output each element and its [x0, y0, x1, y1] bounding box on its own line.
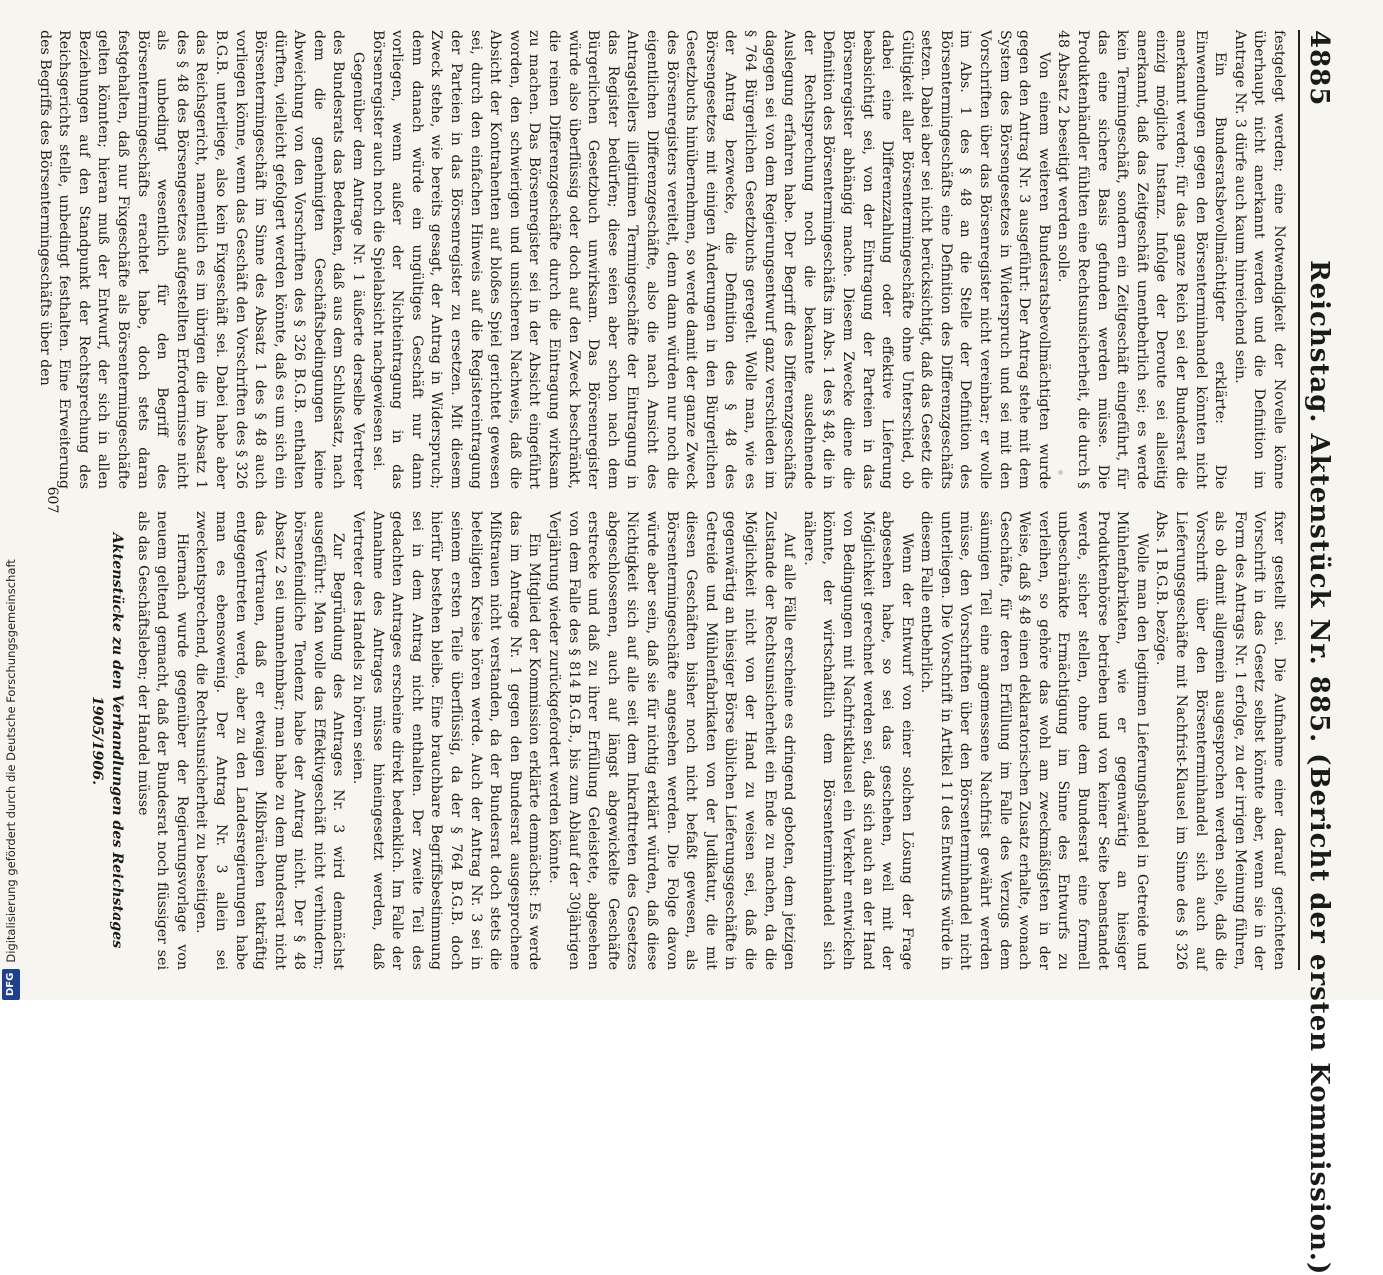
column-left	[36, 30, 1288, 489]
paragraph: Wenn der Entwurf von einer solchen Lösung der Frage abgesehen habe, so sei das geschehen, weil mit der Möglichkeit gerechnet werden sei, daß sich auch an der Hand von Bedingungen mit Nachfristklausel ein Verkehr entwickeln könnte, der wirtschaftlich dem Börsenterminhandel sich nähere.	[800, 511, 915, 970]
document-page	[36, 0, 1358, 1275]
paragraph: Wolle man den legitimen Lieferungshandel in Getreide und Mühlenfabrikaten, wie er gegenwärtig an hiesiger Produktenbörse betrieben und von keiner Seite beanstandet werde, sicher stellen, ohne dem Bundesrat eine formell unbeschränkte Ermächtigung im Sinne des Entwurfs zu verleihen, so gehöre das wohl am zweckmäßigsten in der Weise, daß § 48 einen deklaratorischen Zusatz erhalte, wonach Geschäfte, für deren Erfüllung im Falle des Verzugs dem säumigen Teil eine angemessene Nachfrist gewährt werden müsse, den Vorschriften über den Börsenterminhandel nicht unterliegen. Die Vorschrift in Artikel 1 I des Entwurfs würde in diesem Falle entbehrlich.	[918, 511, 1150, 970]
paragraph: Ein Bundesratsbevollmächtigter erklärte: Die Einwendungen gegen den Börsenterminhandel könnten nicht anerkannt werden; für das ganze Reich sei der Bundesrat die einzig mögliche Instanz. Infolge der Deroute sei allseitig anerkannt, daß das Zeitgeschäft unentbehrlich sei; es werde kein Termingeschäft, sondern ein Zeitgeschäft eingeführt, für das eine sichere Basis gefunden werden müsse. Die Produktenhändler fühlten eine Rechtsunsicherheit, die durch § 48 Absatz 2 beseitigt werden solle.	[1055, 30, 1229, 489]
paragraph: Auf alle Fälle erscheine es dringend geboten, dem jetzigen Zustande der Rechtsunsicherheit ein Ende zu machen, da die Möglichkeit nicht von der Hand zu weisen sei, daß die gegenwärtig an hiesiger Börse üblichen Lieferungsgeschäfte in Getreide und Mühlenfabrikaten von der Judikatur, die mit diesen Geschäften bisher noch nicht befaßt gewesen, als Börsentermingeschäfte angesehen werden. Die Folge davon würde aber sein, daß sie für nichtig erklärt würden, daß diese Nichtigkeit sich auf alle seit dem Inkrafttreten des Gesetzes abgeschlossenen, auch auf längst abgewickelte Geschäfte erstrecke und daß zu ihrer Erfüllung Geleistete, abgesehen von dem Falle des § 814 B.G.B., bis zum Ablauf der 30jährigen Verjährung wieder zurückgefordert werden könnte.	[546, 511, 798, 970]
credit-line	[2, 559, 20, 1000]
paragraph: Ein Mitglied der Kommission erklärte demnächst: Es werde das im Antrage Nr. 1 gegen den Bundesrat ausgesprochene Mißtrauen nicht verstanden, da der Bundesrat doch stets die beteiligten Kreise hören werde. Auch der Antrag Nr. 3 sei in seinem ersten Teile überflüssig, da der § 764 B.G.B. doch hierfür bestehen bleibe. Eine brauchbare Begriffsbestimmung sei in dem Antrag nicht enthalten. Der zweite Teil des gedachten Antrages erscheine direkt bedenklich. Im Falle der Annahme des Antrages müsse hineingesetzt werden, daß Vertreter des Handels zu hören seien.	[350, 511, 543, 970]
paragraph: fixer gestellt sei. Die Aufnahme einer darauf gerichteten Vorschrift in das Gesetz selbst könnte aber, wenn sie in der Form des Antrags Nr. 1 erfolge, zu der irrigen Meinung führen, als ob damit allgemein ausgesprochen werden solle, daß die Vorschrift über den Börsenterminhandel sich auch auf Lieferungsgeschäfte mit Nachfrist-Klausel im Sinne des § 326 Abs. 1 B.G.B. bezöge.	[1153, 511, 1287, 970]
paragraph: Gegenüber dem Antrage Nr. 1 äußerte derselbe Vertreter des Bundesrats das Bedenken, daß aus dem Schlußsatz, nach dem die genehmigten Geschäftsbedingungen keine Abweichung von den Vorschriften des § 326 B.G.B. enthalten dürften, vielleicht gefolgert werden könnte, daß es um sich ein Börsentermingeschäft im Sinne des Absatz 1 des § 48 auch vorliegen könne, wenn das Geschäft den Vorschriften des § 326 B.G.B. unterliege, also kein Fixgeschäft sei. Dabei habe aber das Reichsgericht, namentlich es im übrigen die im Absatz 1 des § 48 des Börsengesetzes aufgestellten Erfordernisse nicht als unbedingt wesentlich für den Begriff des Börsentermingeschäfts erachtet habe, doch stets daran festgehalten, daß nur Fixgeschäfte als Börsentermingeschäfte gelten könnten; hieran muß der Entwurf, der sich in allen Beziehungen auf den Standpunkt der Rechtsprechung des Reichsgerichts stelle, unbedingt festhalten. Eine Erweiterung des Begriffs des Börsentermingeschäfts über den	[36, 30, 367, 489]
scan-speck	[668, 690, 672, 694]
dfg-logo: DFG	[2, 969, 20, 1000]
credit-text: Digitalisierung gefördert durch die Deutsche Forschungsgemeinschaft	[4, 559, 18, 963]
page-header	[1298, 30, 1340, 1275]
page-number: 4885	[1304, 30, 1334, 107]
scan-speck	[1058, 470, 1063, 475]
paragraph: Zur Begründung des Antrages Nr. 3 wird demnächst ausgeführt: Man wolle das Effektivgeschäft nicht verhindern; börsenfeindliche Tendenz habe der Antrag nicht. Der § 48 Absatz 2 sei unannehmbar; man habe zu dem Bundesrat nicht das Vertrauen, daß er etwaigen Mißbräuchen tatkräftig entgegentreten werde, aber zu den Landesregierungen habe man es ebensowenig. Der Antrag Nr. 3 allein sei zweckentsprechend, die Rechtsunsicherheit zu beseitigen.	[193, 511, 347, 970]
page-title: Reichstag. Aktenstück Nr. 885. (Bericht der ersten Kommission.)	[1304, 260, 1334, 1275]
column-right	[88, 511, 1288, 970]
paragraph: Von einem weiteren Bundesratsbevollmächtigten wurde gegen den Antrag Nr. 3 ausgeführt: Der Antrag stehe mit dem System des Börsengesetzes in Widerspruch und sei mit den Vorschriften über das Börsenregister nicht vereinbar; er wolle im Abs. 1 des § 48 an die Stelle der Definition des Börsentermingeschäfts eine Definition des Differenzgeschäfts setzen. Dabei aber sei nicht berücksichtigt, daß das Gesetz die Gültigkeit aller Börsentermingeschäfte ohne Unterschied, ob dabei eine Differenzzahlung oder effektive Lieferung beabsichtigt sei, von der Eintragung der Parteien in das Börsenregister abhängig mache. Diesem Zwecke diene die Definition des Börsentermingeschäfts im Abs. 1 des § 48, die in der Rechtsprechung noch die bekannte ausdehnende Auslegung erfahren habe. Der Begriff des Differenzgeschäfts dagegen sei von dem Regierungsentwurf ganz verschieden im § 764 Bürgerlichen Gesetzbuchs geregelt. Wolle man, wie es der Antrag bezwecke, die Definition des § 48 des Börsengesetzes mit einigen Änderungen in den Bürgerlichen Gesetzbuchs hinübernehmen, so werde damit der ganze Zweck des Börsenregisters vereitelt, denn dann würden nur noch die eigentlichen Differenzgeschäfte, also die nach Ansicht des Antragstellers illegitimen Termingeschäfte der Eintragung in das Register bedürfen; diese seien aber schon nach dem Bürgerlichen Gesetzbuch unwirksam. Das Börsenregister würde also überflüssig oder doch auf den Zweck beschränkt, die reinen Differenzgeschäfte durch die Eintragung wirksam zu machen. Das Börsenregister sei in der Absicht eingeführt worden, den schwierigen und unsicheren Nachweis, daß die Absicht der Kontrahenten auf bloßes Spiel gerichtet gewesen sei, durch den einfachen Hinweis auf die Registereintragung der Parteien in das Börsenregister zu ersetzen. Mit diesem Zweck stehe, wie bereits gesagt, der Antrag in Widerspruch; denn danach würde ein ungültiges Geschäft nur dann vorliegen, wenn außer der Nichteintragung in das Börsenregister auch noch die Spielabsicht nachgewiesen sei.	[369, 30, 1052, 489]
bottom-page-mark: 607	[44, 486, 60, 514]
digitization-credit	[2, 0, 22, 1000]
volume-footer: Aktenstücke zu den Verhandlungen des Reichstages 1905/1906.	[89, 532, 125, 949]
paragraph: Hiernach wurde gegenüber der Regierungsvorlage von neuem geltend gemacht, daß der Bundesrat noch flüssiger sei als das Geschäftsleben; der Handel müsse	[134, 511, 190, 970]
paragraph: festgelegt werden; eine Notwendigkeit der Novelle könne überhaupt nicht anerkannt werden und die Definition im Antrage Nr. 3 dürfe auch kaum hinreichend sein.	[1231, 30, 1287, 489]
